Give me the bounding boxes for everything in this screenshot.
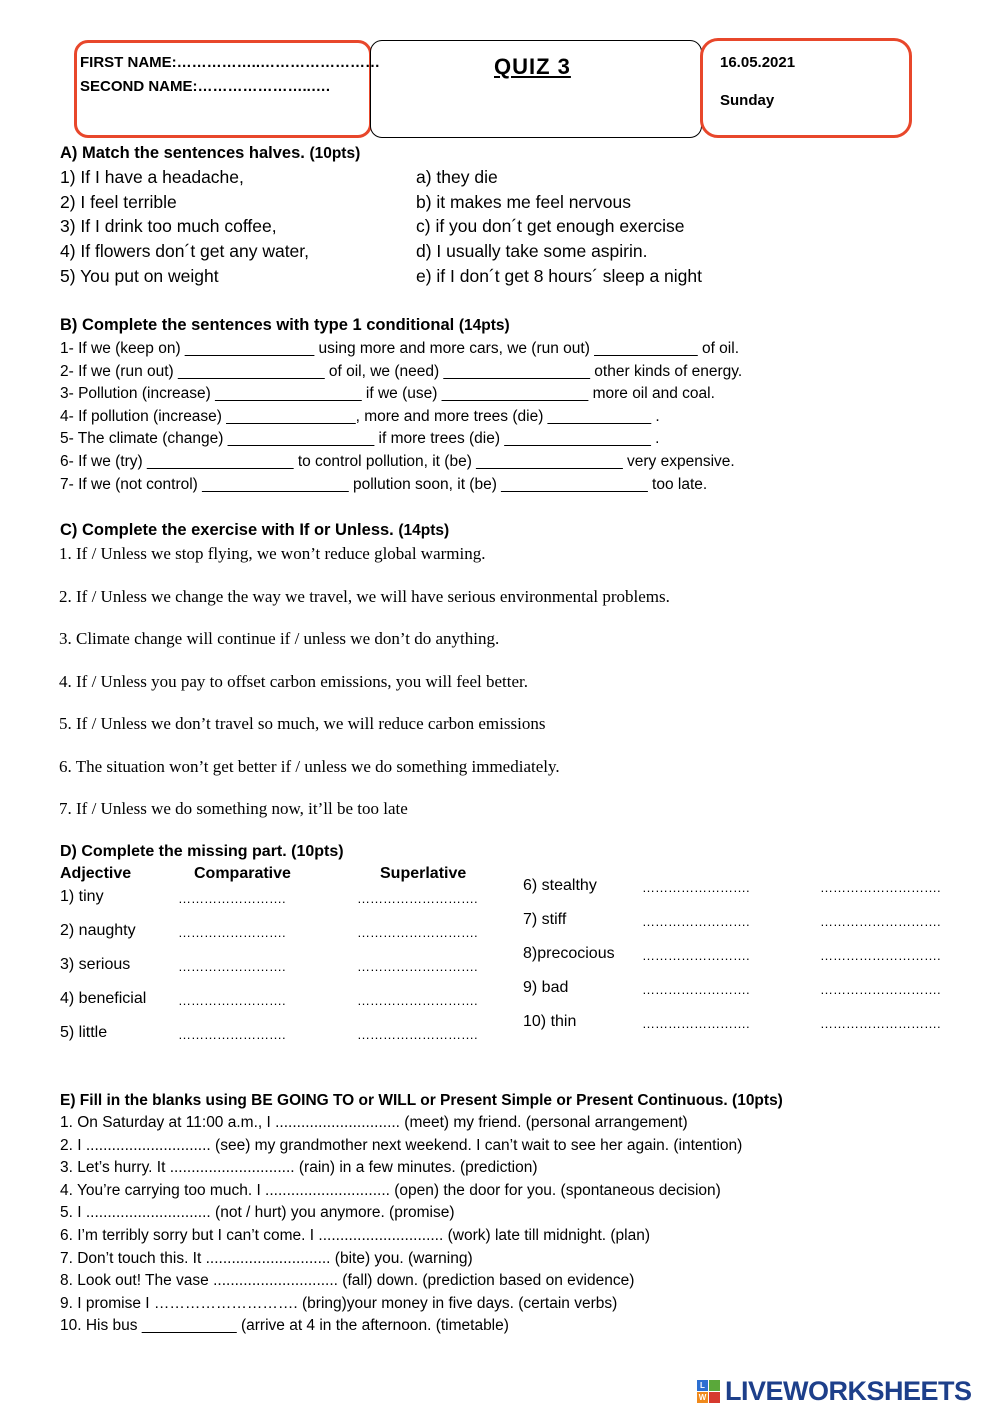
superlative-blank[interactable]: ……………………….	[820, 982, 941, 997]
tense-sentence: 9. I promise I ………………………. (bring)your money in five days. (certain verbs)	[60, 1294, 618, 1312]
comparative-blank[interactable]: …………………….	[178, 925, 286, 940]
tense-sentence: 1. On Saturday at 11:00 a.m., I ............................. (meet) my friend. (personal arrangement)	[60, 1114, 688, 1131]
first-name-field[interactable]: FIRST NAME:……………..……………………	[80, 54, 380, 71]
match-right-item: a) they die	[416, 167, 498, 187]
conditional-sentence: 7- If we (not control) _________________ pollution soon, it (be) _________________ too late.	[60, 475, 708, 493]
match-right-item: e) if I don´t get 8 hours´ sleep a night	[416, 265, 702, 286]
superlative-blank[interactable]: ……………………….	[357, 1027, 478, 1042]
if-unless-sentence: 7. If / Unless we do something now, it’ll be too late	[59, 799, 408, 818]
section-a-points: (10pts)	[309, 145, 361, 162]
logo-icon-letter-l: L	[697, 1380, 708, 1391]
conditional-sentence: 3- Pollution (increase) _________________ if we (use) _________________ more oil and coal.	[60, 385, 715, 403]
conditional-sentence: 4- If pollution (increase) _______________, more and more trees (die) ____________ .	[60, 407, 660, 425]
if-unless-sentence: 5. If / Unless we don’t travel so much, we will reduce carbon emissions	[59, 714, 546, 733]
liveworksheets-wordmark: LIVEWORKSHEETS	[725, 1376, 972, 1406]
match-left-item: 5) You put on weight	[60, 265, 219, 286]
header-comparative: Comparative	[194, 865, 291, 882]
if-unless-sentence: 1. If / Unless we stop flying, we won’t reduce global warming.	[59, 544, 486, 563]
adjective-word: 4) beneficial	[60, 990, 147, 1007]
adjective-word: 2) naughty	[60, 922, 136, 939]
comparative-blank[interactable]: …………………….	[178, 993, 286, 1008]
superlative-blank[interactable]: ……………………….	[820, 948, 941, 963]
if-unless-sentence: 6. The situation won’t get better if / unless we do something immediately.	[59, 756, 560, 776]
quiz-title: QUIZ 3	[494, 54, 571, 79]
section-b-title	[60, 316, 510, 335]
section-b-points: (14pts)	[458, 317, 510, 334]
comparative-blank[interactable]: …………………….	[642, 880, 750, 895]
liveworksheets-icon	[697, 1380, 721, 1404]
superlative-blank[interactable]: ……………………….	[357, 891, 478, 906]
header-adjective: Adjective	[60, 865, 132, 882]
comparative-blank[interactable]: …………………….	[178, 959, 286, 974]
match-right-item: c) if you don´t get enough exercise	[416, 216, 685, 237]
comparative-blank[interactable]: …………………….	[642, 1016, 750, 1031]
second-name-field[interactable]: SECOND NAME:…………………..….	[80, 78, 331, 95]
section-c-title	[60, 521, 449, 540]
section-c-title-text: C) Complete the exercise with If or Unless.	[60, 521, 394, 539]
match-left-item: 2) I feel terrible	[60, 191, 177, 212]
match-left-item: 3) If I drink too much coffee,	[60, 216, 277, 237]
superlative-blank[interactable]: ……………………….	[820, 914, 941, 929]
section-a-title	[60, 144, 360, 163]
section-d-title: D) Complete the missing part. (10pts)	[60, 843, 344, 860]
tense-sentence: 6. I’m terribly sorry but I can’t come. I ............................. (work) late till midnight. (plan)	[60, 1227, 651, 1244]
superlative-blank[interactable]: ……………………….	[357, 959, 478, 974]
adjective-word: 7) stiff	[523, 911, 567, 928]
adjective-word: 10) thin	[523, 1013, 577, 1030]
conditional-sentence: 5- The climate (change) _________________ if more trees (die) _________________ .	[60, 430, 660, 448]
adjective-word: 1) tiny	[60, 888, 104, 905]
match-right-item: d) I usually take some aspirin.	[416, 241, 648, 262]
superlative-blank[interactable]: ……………………….	[820, 1016, 941, 1031]
liveworksheets-logo	[697, 1376, 997, 1408]
header-superlative: Superlative	[380, 865, 467, 882]
match-right-item: b) it makes me feel nervous	[416, 191, 631, 212]
if-unless-sentence: 4. If / Unless you pay to offset carbon emissions, you will feel better.	[59, 671, 528, 691]
tense-sentence: 7. Don’t touch this. It ............................. (bite) you. (warning)	[60, 1249, 473, 1267]
comparative-blank[interactable]: …………………….	[642, 914, 750, 929]
match-left-item: 4) If flowers don´t get any water,	[60, 241, 310, 262]
superlative-blank[interactable]: ……………………….	[357, 993, 478, 1008]
if-unless-sentence: 3. Climate change will continue if / unless we don’t do anything.	[59, 629, 500, 648]
tense-sentence: 2. I ............................. (see) my grandmother next weekend. I can’t wait to see her again. (intention)	[60, 1136, 743, 1154]
adjective-word: 3) serious	[60, 956, 131, 973]
comparative-blank[interactable]: …………………….	[642, 948, 750, 963]
logo-icon-square	[709, 1392, 720, 1403]
conditional-sentence: 1- If we (keep on) _______________ using more and more cars, we (run out) ____________ of oil.	[60, 340, 739, 357]
section-c-points: (14pts)	[398, 522, 450, 539]
tense-sentence: 8. Look out! The vase ............................. (fall) down. (prediction based on evidence)	[60, 1272, 635, 1290]
if-unless-sentence: 2. If / Unless we change the way we travel, we will have serious environmental problems.	[59, 586, 670, 606]
conditional-sentence: 2- If we (run out) _________________ of oil, we (need) _________________ other kinds of energy.	[60, 362, 743, 380]
tense-sentence: 10. His bus ___________ (arrive at 4 in the afternoon. (timetable)	[60, 1317, 509, 1335]
logo-icon-letter-w: W	[698, 1393, 707, 1402]
comparative-blank[interactable]: …………………….	[642, 982, 750, 997]
tense-sentence: 5. I ............................. (not / hurt) you anymore. (promise)	[60, 1204, 455, 1222]
adjective-word: 9) bad	[523, 979, 569, 996]
quiz-day: Sunday	[720, 92, 775, 109]
adjective-word: 5) little	[60, 1024, 108, 1041]
conditional-sentence: 6- If we (try) _________________ to control pollution, it (be) _________________ very expensive.	[60, 453, 735, 470]
section-e-title: E) Fill in the blanks using BE GOING TO or WILL or Present Simple or Present Continuous. (10pts)	[60, 1092, 783, 1109]
superlative-blank[interactable]: ……………………….	[820, 880, 941, 895]
logo-icon-square	[709, 1380, 720, 1391]
tense-sentence: 3. Let’s hurry. It ............................. (rain) in a few minutes. (prediction)	[60, 1159, 538, 1177]
comparative-blank[interactable]: …………………….	[178, 1027, 286, 1042]
superlative-blank[interactable]: ……………………….	[357, 925, 478, 940]
match-left-item: 1) If I have a headache,	[60, 167, 244, 187]
section-a-title-text: A) Match the sentences halves.	[60, 144, 305, 162]
adjective-word: 8)precocious	[523, 945, 615, 962]
comparative-blank[interactable]: …………………….	[178, 891, 286, 906]
adjective-word: 6) stealthy	[523, 877, 597, 894]
section-b-title-text: B) Complete the sentences with type 1 conditional	[60, 316, 455, 334]
tense-sentence: 4. You’re carrying too much. I ............................. (open) the door for you. (spontaneous decision)	[60, 1181, 721, 1199]
date-box	[700, 38, 912, 138]
quiz-date: 16.05.2021	[720, 54, 796, 71]
